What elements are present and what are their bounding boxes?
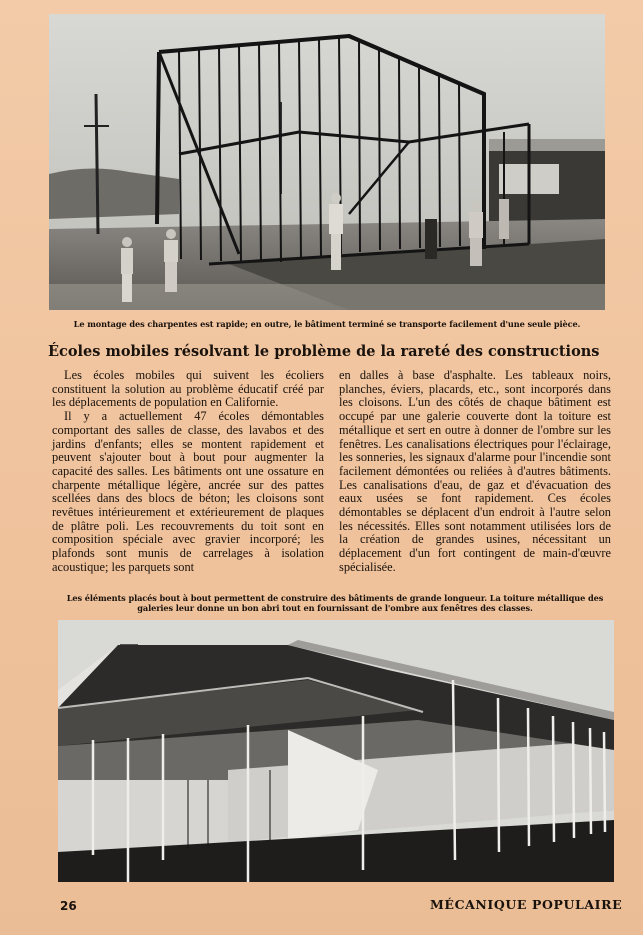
construction-photo [49, 14, 605, 310]
top-photo-caption: Le montage des charpentes est rapide; en outre, le bâtiment terminé se transporte facilement d'une seule pièce. [73, 319, 581, 329]
page-number: 26 [60, 899, 77, 913]
construction-photo-drawing [49, 14, 605, 310]
article-paragraph: Les écoles mobiles qui suivent les écoliers constituent la solution au problème éducatif créé par les déplacements de population en Californie. [52, 368, 324, 410]
article-column-left [52, 369, 324, 575]
school-building-photo-drawing [58, 620, 614, 882]
article-paragraph: en dalles à base d'asphalte. Les tableaux noirs, planches, éviers, placards, etc., sont incorporés dans les cloisons. L'un des côtés de chaque bâtiment est occupé par une galerie couverte dont la toiture est métallique et sert en outre à donner de l'ombre sur les fenêtres. Les canalisations électriques pour l'éclairage, les sonneries, les signaux d'alarme pour l'incendie sont facilement démontées ou reliées à d'autres bâtiments. Les canalisations d'eau, de gaz et d'évacuation des eaux usées se font rapidement. Ces écoles démontables se déplacent d'un endroit à l'autre selon les nécessités. Elles sont notamment utilisées lors de la création de grandes usines, nécessitant un déplacement d'un fort contingent de main-d'œuvre spécialisée. [339, 368, 611, 574]
article-column-right [339, 369, 611, 575]
article-headline: Écoles mobiles résolvant le problème de la rareté des constructions [48, 343, 600, 360]
bottom-photo-caption: Les éléments placés bout à bout permettent de construire des bâtiments de grande longueur. La toiture métallique des galeries leur donne un bon abri tout en fournissant de l'ombre aux fenêtres des classes. [66, 593, 604, 613]
school-building-photo [58, 620, 614, 882]
article-paragraph: Il y a actuellement 47 écoles démontables comportant des salles de classe, des lavabos et des jardins d'enfants; elles se montent rapidement et peuvent s'ajouter bout à bout pour augmenter la capacité des salles. Les bâtiments ont une ossature en charpente métallique légère, ancrée sur des pattes scellées dans des blocs de béton; les cloisons sont revêtues intérieurement et extérieurement de plaques de plâtre poli. Les recouvrements du toit sont en composition spéciale avec gravier incorporé; les plafonds sont munis de carrelages à isolation acoustique; les parquets sont [52, 409, 324, 574]
magazine-title: MÉCANIQUE POPULAIRE [430, 897, 623, 912]
